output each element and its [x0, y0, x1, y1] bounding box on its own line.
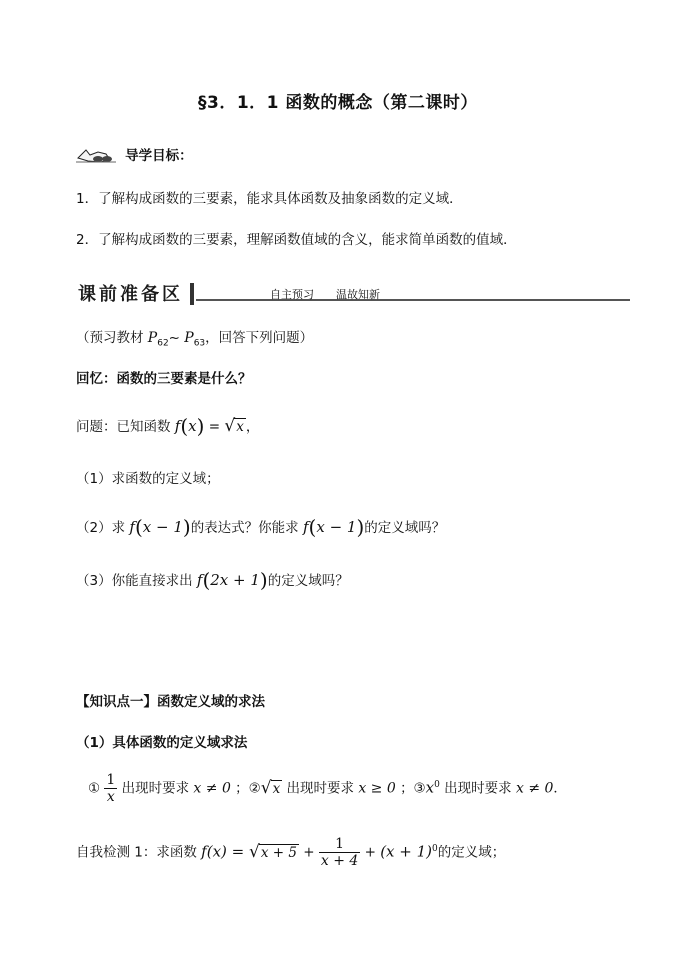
check-fraction: $\frac{1}{x + 4}$ — [320, 836, 359, 869]
goals-heading-row — [76, 144, 193, 166]
knowledge-sub: （1）具体函数的定义域求法 — [76, 735, 248, 751]
goals-heading: 导学目标： — [125, 148, 193, 164]
section-sub-2: 温故知新 — [336, 288, 380, 301]
section-label: 课前准备区 — [78, 284, 183, 305]
goal-item-1: 1．了解构成函数的三要素，能求具体函数及抽象函数的定义域． — [76, 191, 463, 207]
section-underline — [196, 299, 630, 301]
page-title: §3．1．1 函数的概念（第二课时） — [198, 93, 478, 113]
recall-question: 回忆：函数的三要素是什么？ — [76, 371, 252, 387]
knowledge-heading: 【知识点一】函数定义域的求法 — [76, 694, 265, 710]
domain-rules: ① $\frac{1}{x}$ 出现时要求 x ≠ 0 ；②√x 出现时要求 x ≥ 0 ；$③x^0$ 出现时要求 x ≠ 0． — [88, 772, 567, 805]
rule1-fraction: $\frac{1}{x}$ — [106, 772, 116, 805]
problem-q3: （3）你能直接求出 f(2x + 1)的定义域吗？ — [76, 568, 349, 592]
section-divider-bar — [190, 283, 194, 305]
problem-lead: 问题：已知函数 f(x) = √x ， — [76, 414, 260, 438]
reading-glasses-icon — [76, 146, 116, 166]
section-header — [78, 280, 630, 308]
preview-note: （预习教材 $P_{62}\sim$ $P_{63}$，回答下列问题） — [76, 330, 314, 349]
self-check-1: 自我检测 1：求函数 f(x) = √x + 5 + $\frac{1}{x + 4}$ + $(x + 1)^0$的定义域； — [76, 836, 506, 869]
section-sub-1: 自主预习 — [270, 288, 314, 301]
goal-item-2: 2．了解构成函数的三要素，理解函数值域的含义，能求简单函数的值域． — [76, 232, 517, 248]
problem-q1: （1）求函数的定义域； — [76, 471, 220, 487]
problem-q2: （2）求 f(x − 1)的表达式？你能求 f(x − 1)的定义域吗？ — [76, 515, 446, 539]
